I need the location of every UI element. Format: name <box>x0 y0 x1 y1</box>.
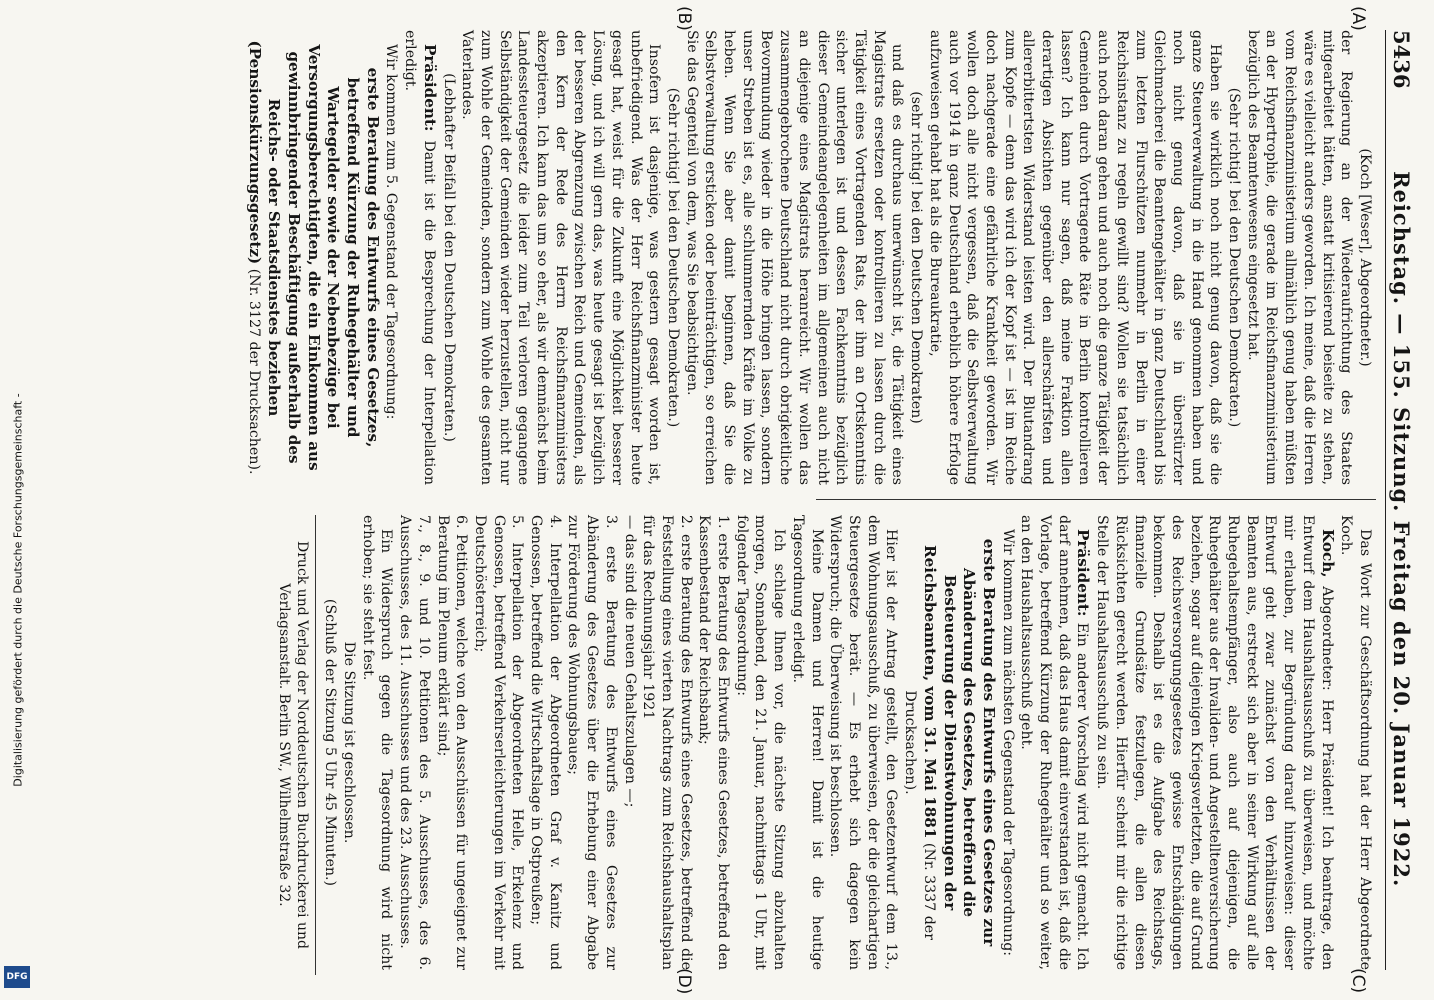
page-header <box>1385 30 1416 970</box>
list-item: 1. erste Beratung des Entwurfs eines Gesetzes, betreffend den Kassenbestand der Reichsbank; <box>696 515 732 970</box>
speaker-label: Präsident: <box>1074 529 1093 617</box>
statement-text: Damit ist die Besprechung der Interpellation erledigt. <box>402 30 437 485</box>
page-number: 5436 <box>1389 30 1414 89</box>
margin-marker-b: (B) <box>674 6 694 31</box>
interjection: (Sehr richtig! bei den Deutschen Demokraten.) <box>664 87 681 428</box>
column-divider <box>816 499 1376 500</box>
paragraph: der Regierung an der Wiederaufrichtung des Staates mitgearbeitet hätten, anstatt kritisierend beiseite zu stehen, wäre es vielleicht anders geworden. Ich meine, daß die Herren vom Reichsfinanzministerium allmählich genug haben müßten an der Hypertrophie, die gerade im Reichsfinanzministerium bezüglich des Beamtenwesens eingesetzt hat. <box>1244 30 1355 486</box>
statement-text: Abgeordneter: Herr Präsident! Ich beantrage, den Entwurf dem Haushaltsausschuß zu überweisen, und möchte mir erlauben, zur Begründung darauf hinzuweisen: dieser Entwurf geht zwar zunächst von den Verhältnissen der Beamten aus, erstreckt sich aber in seiner Wirkung auf alle Ruhegehaltsempfänger, also auch auf diejenigen, die Ruhegehälter aus der Invaliden- und Angestelltenversicherung beziehen, sogar auf diejenigen Kriegsverletzten, die auf Grund des Reichsversorgungsgesetzes gewisse Entschädigungen bekommen. Deshalb ist es die Aufgabe des Reichstags, finanzielle Grundsätze festzulegen, die allen diesen Rücksichten gerecht werden. Hierfür scheint mir die richtige Stelle der Haushaltsausschuß zu sein. <box>1094 515 1335 970</box>
agenda-item <box>244 30 382 485</box>
agenda-item <box>900 515 998 970</box>
list-item: — das sind die neuen Gehaltszulagen —; <box>621 515 638 808</box>
paragraph: Haben sie wirklich noch nicht genug davon, daß sie die ganze Steuerverwaltung in die Hand genommen haben und noch nicht genug davon, daß sie in überstürzter Gleichmacherei die Beamtengehälter in ganz Deutschland bis zum letzten Flurschützen nunmehr in Berlin in einer Reichsinstanz zu regeln gewillt sind? Wollen sie tatsächlich auch noch daran gehen und auch noch die ganze Tätigkeit der Gemeinden durch Vortragende Räte in Berlin kontrollieren lassen? Ich kann nur sagen, daß meine Fraktion allen derartigen Absichten gegenüber den allerschärfsten und allererbittertsten Widerstand leisten wird. Der Blutandrang zum Kopfe — denn das wird ich der Kopf ist — ist im Reiche doch nachgerade eine gefährliche Krankheit geworden. Wir wollen doch alle nicht vergessen, daß die Selbstverwaltung auch vor 1914 in ganz Deutschland erheblich höhere Erfolge aufzuweisen gehabt hat als die Bureaukratie, <box>926 30 1224 485</box>
list-item: 2. erste Beratung des Entwurfs eines Gesetzes, betreffend die Feststellung eines vierten Nachtrags zum Reichshaushaltsplan für das Rechnungsjahr 1921 <box>640 515 694 970</box>
list-item: 3. erste Beratung des Entwurfs eines Gesetzes zur Abänderung des Gesetzes über die Erhebung einer Abgabe zur Förderung des Wohnungsbaues; <box>565 515 619 970</box>
margin-marker-a: (A) <box>1348 6 1368 31</box>
paragraph: Hier ist der Antrag gestellt, den Gesetzentwurf dem 13., dem Wohnungsausschuß, zu überweisen, der die gleichartigen Steuergesetze berät. — Es erhebt sich dagegen kein Widerspruch; die Überweisung ist beschlossen. <box>827 515 900 970</box>
interjection: (Lebhafter Beifall bei den Deutschen Demokraten.) <box>440 73 457 442</box>
speaker-statement <box>1092 515 1336 970</box>
list-item: 4. Interpellation der Abgeordneten Graf v. Kanitz und Genossen, betreffend die Wirtschaftslage in Ostpreußen; <box>528 515 563 970</box>
speaker-label: Präsident: <box>420 44 439 132</box>
agenda-title: erste Beratung des Entwurfs eines Gesetzes zur Abänderung des Gesetzes, betreffend die Besteuerung der Dienstwohnungen der Reichsbeamten, vom 31. Mai 1881 <box>920 538 998 947</box>
paragraph: Meine Damen und Herren! Damit ist die heutige Tagesordnung erledigt. <box>789 515 825 970</box>
paragraph: Ich schlage Ihnen vor, die nächste Sitzung abzuhalten morgen, Sonnabend, den 21. Januar, nachmittags 1 Uhr, mit folgender Tagesordnung: <box>733 515 788 970</box>
paragraph: Das Wort zur Geschäftsordnung hat der Herr Abgeordnete Koch. <box>1338 515 1373 970</box>
paragraph: Insofern ist dasjenige, was gestern gesagt worden ist, unbefriedigend. Was der Herr Reichsfinanzminister heute gesagt hat, weist für die Zukunft eine Möglichkeit besserer Lösung, und ich will gern das, was heute gesagt ist bezüglich der besseren Abgrenzung zwischen Reich und Gemeinden, als den Kern der Rede des Herrn Reichsfinanzministers akzeptieren. Ich kann das um so eher, als wir demnächst beim Landessteuergesetz die leider zum Teil verloren gegangene Selbständigkeit der Gemeinden wieder herzustellen, nicht nur zum Wohle der Gemeinden, sondern zum Wohle des gesamten Vaterlandes. <box>459 30 663 485</box>
dfg-logo-icon: DFG <box>4 966 30 988</box>
speaker-label: Koch, <box>1318 529 1337 578</box>
paragraph: Die Sitzung ist geschlossen. <box>341 641 358 844</box>
speaker-line: (Koch [Weser], Abgeordneter.) <box>1357 148 1373 367</box>
digitization-note <box>8 210 28 970</box>
agenda-title: erste Beratung des Entwurfs eines Gesetzes, betreffend Kürzung der Ruhegehälter und Wartegelder sowie der Nebenbezüge bei Versorgungsberechtigten, die ein Einkommen aus gewinnbringender Beschäftigung außerhalb des Reichs- oder Staatsdienstes beziehen (Pensionskürzungsgesetz) <box>245 40 382 471</box>
paragraph: Ein Widerspruch gegen die Tagesordnung wird nicht erhoben; sie steht fest. <box>359 515 395 970</box>
statement-text: Ein anderer Vorschlag wird nicht gemacht. Ich darf annehmen, daß das Haus damit einverstanden ist, daß die Vorlage, betreffend Kürzung der Ruhegehälter und so weiter, an den Haushaltsausschuß geht. <box>1018 515 1091 970</box>
digitization-text: Digitalisierung gefördert durch die Deutsche Forschungsgemeinschaft - <box>11 393 25 787</box>
agenda-reference: (Nr. 3127 der Drucksachen). <box>245 264 262 475</box>
interjection: (sehr richtig! bei den Deutschen Demokraten) <box>908 91 925 424</box>
president-statement <box>400 30 438 485</box>
left-column <box>245 30 1374 486</box>
paragraph: und daß es durchaus unerwünscht ist, die Tätigkeit eines Magistrats ersetzen oder kontrollieren zu lassen durch die Tätigkeit eines Vortragenden Rats, der ihm an Ortskenntnis sicher unterlegen ist und dessen Fachkenntnis bezüglich dieser Gemeindeangelegenheiten im allgemeinen auch nicht an diejenige eines Magistrats heranreicht. Wir wollen das zusammengebrochene Deutschland nicht durch obrigkeitliche Bevormundung wieder in die Höhe bringen lassen, sondern unser Streben ist es, alle schlummernden Kräfte im Volke zu heben. Wenn Sie aber damit beginnen, daß Sie die Selbstverwaltung ersticken oder beeinträchtigen, so erreichen Sie das Gegenteil von dem, was Sie beabsichtigen. <box>683 30 906 485</box>
list-item: 5. Interpellation der Abgeordneten Helle, Erkelenz und Genossen, betreffend Verkehrserleichterungen im Verkehr mit Deutschösterreich; <box>471 515 526 970</box>
margin-marker-c: (C) <box>1348 968 1368 994</box>
right-column <box>322 515 1374 970</box>
margin-marker-d: (D) <box>674 968 694 995</box>
president-statement <box>1017 515 1093 970</box>
agenda-intro: Wir kommen zum nächsten Gegenstand der Tagesordnung: <box>999 529 1016 957</box>
page-title: Reichstag. — 155. Sitzung. Freitag den 20. Januar 1922. <box>1389 171 1414 888</box>
session-end: (Schluß der Sitzung 5 Uhr 45 Minuten.) <box>322 598 339 887</box>
agenda-intro: Wir kommen zum 5. Gegenstand der Tagesordnung: <box>383 44 400 420</box>
list-item: 6. Petitionen, welche von den Ausschüssen für ungeeignet zur Beratung im Plenum erklärt sind; <box>434 515 470 970</box>
printer-imprint: Druck und Verlag der Norddeutschen Buchdruckerei und Verlagsanstalt. Berlin SW., Wilhelmstraße 32. <box>275 515 316 975</box>
list-item: 7., 8., 9. und 10. Petitionen des 5. Ausschusses, des 6. Ausschusses, des 11. Ausschusses und des 23. Ausschusses. <box>397 515 432 970</box>
interjection: (Sehr richtig! bei den Deutschen Demokraten.) <box>1226 87 1243 428</box>
agenda-reference: (Nr. 3337 der Drucksachen). <box>902 690 937 940</box>
